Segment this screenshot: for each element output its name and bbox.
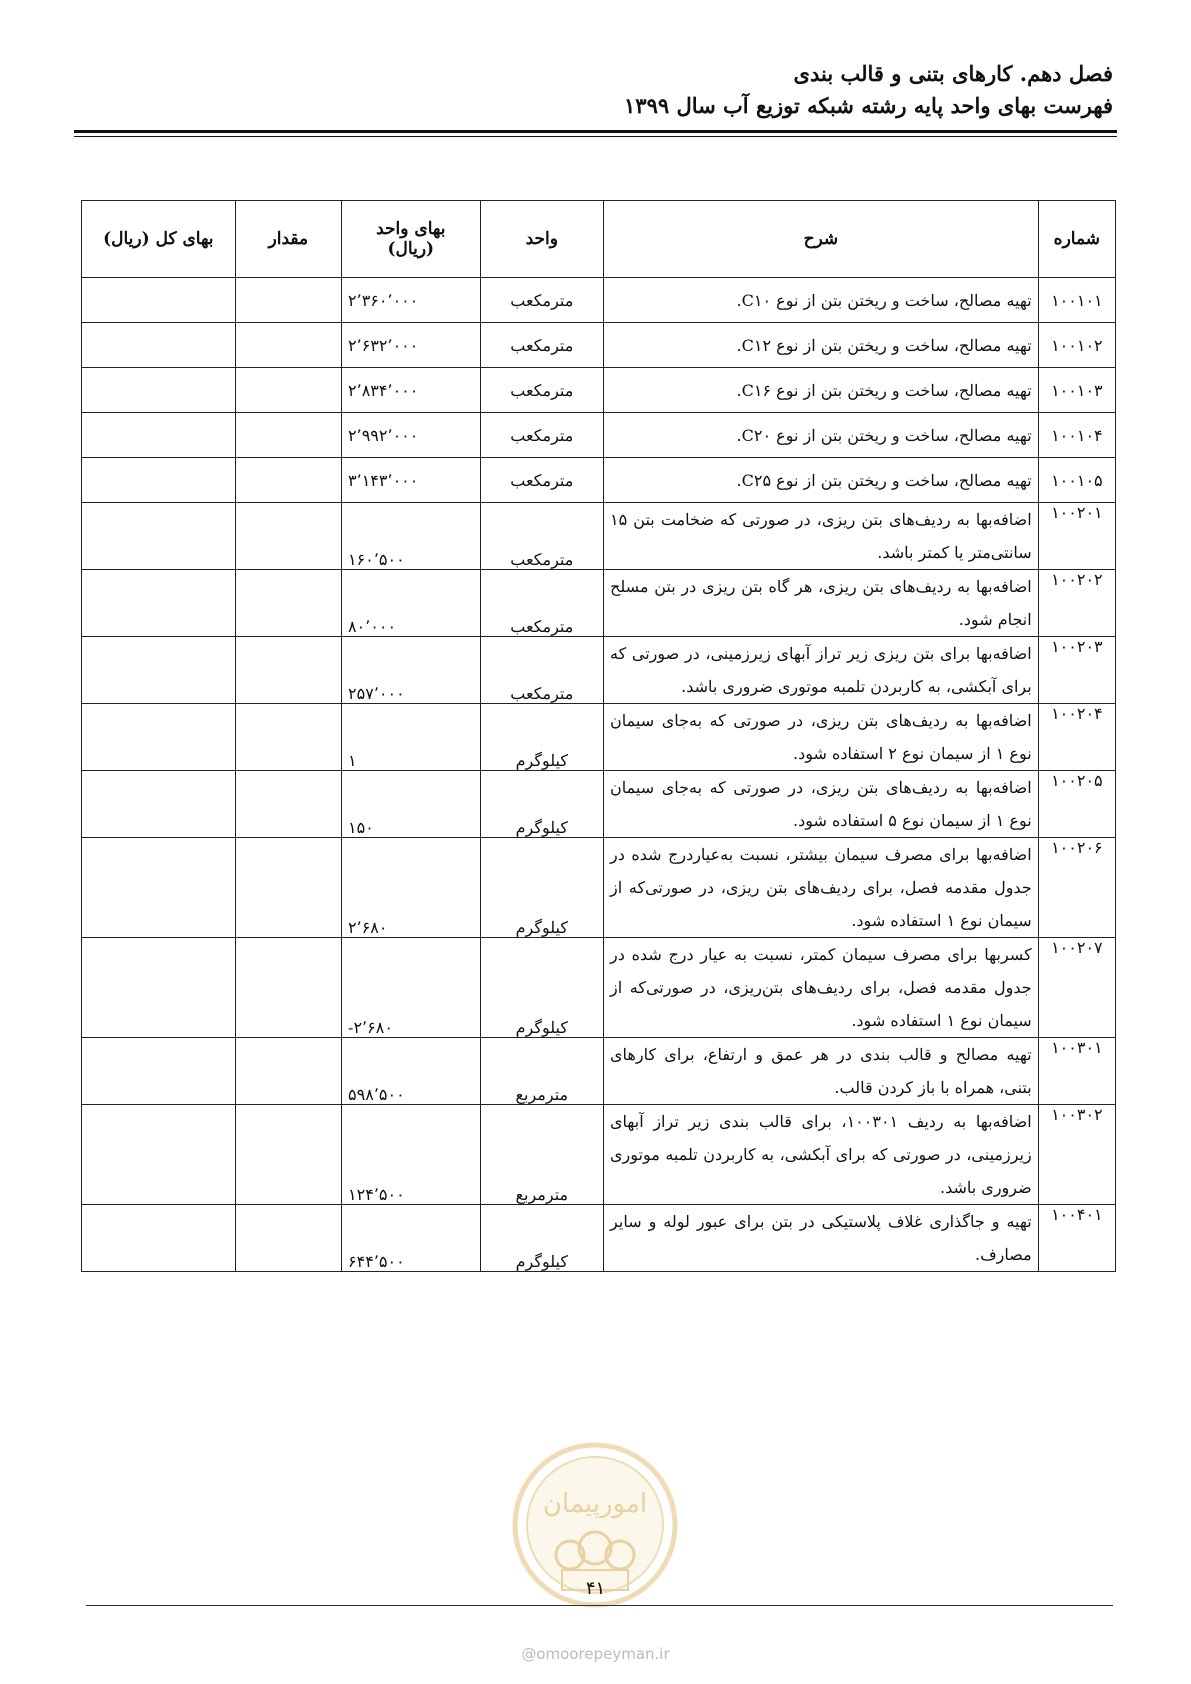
table-row [82,938,1116,1038]
row-total [82,1105,236,1205]
row-total [82,570,236,637]
row-unit-price: ۲٬۸۳۴٬۰۰۰ [342,368,481,413]
col-header-qty: مقدار [235,201,341,278]
row-quantity [235,1105,341,1205]
table-row [82,278,1116,323]
row-description: تهیه مصالح، ساخت و ریختن بتن از نوع C۱۰. [604,278,1039,323]
row-description: اضافه‌بها به ردیف‌های بتن ریزی، در صورتی که به‌جای سیمان نوع ۱ از سیمان نوع ۵ استفاده شود. [604,771,1039,838]
row-description: اضافه‌بها برای بتن ریزی زیر تراز آبهای زیرزمینی، در صورتی که برای آبکشی، به کاربردن تلمبه موتوری ضروری باشد. [604,637,1039,704]
page-number: ۴۱ [585,1578,606,1599]
row-unit: مترمکعب [480,458,603,503]
row-unit: مترمکعب [480,278,603,323]
row-total [82,704,236,771]
row-description: تهیه و جاگذاری غلاف پلاستیکی در بتن برای عبور لوله و سایر مصارف. [604,1205,1039,1272]
row-unit: مترمکعب [480,637,603,704]
row-code: ۱۰۰۱۰۲ [1038,323,1115,368]
row-total [82,1038,236,1105]
col-header-total: بهای کل (ریال) [82,201,236,278]
table-header-row [82,201,1116,278]
row-code: ۱۰۰۲۰۵ [1038,771,1115,838]
row-quantity [235,368,341,413]
row-code: ۱۰۰۲۰۲ [1038,570,1115,637]
row-description: اضافه‌بها به ردیف‌های بتن ریزی، در صورتی که ضخامت بتن ۱۵ سانتی‌متر یا کمتر باشد. [604,503,1039,570]
document-subtitle: فهرست بهای واحد پایه رشته شبکه توزیع آب سال ۱۳۹۹ [624,93,1113,118]
header-rule-thin [74,136,1117,137]
table-row [82,637,1116,704]
row-unit-price: ۲۵۷٬۰۰۰ [342,637,481,704]
row-description: تهیه مصالح، ساخت و ریختن بتن از نوع C۱۶. [604,368,1039,413]
row-code: ۱۰۰۲۰۶ [1038,838,1115,938]
col-header-desc: شرح [604,201,1039,278]
row-code: ۱۰۰۲۰۳ [1038,637,1115,704]
row-total [82,1205,236,1272]
row-quantity [235,278,341,323]
row-unit-price: ۱ [342,704,481,771]
row-unit: مترمکعب [480,570,603,637]
row-code: ۱۰۰۳۰۱ [1038,1038,1115,1105]
table-row [82,368,1116,413]
row-code: ۱۰۰۴۰۱ [1038,1205,1115,1272]
row-unit: مترمکعب [480,503,603,570]
row-total [82,368,236,413]
row-description: اضافه‌بها به ردیف ۱۰۰۳۰۱، برای قالب بندی زیر تراز آبهای زیرزمینی، در صورتی که برای آبکشی، به کاربردن تلمبه موتوری ضروری باشد. [604,1105,1039,1205]
row-quantity [235,838,341,938]
price-table [81,200,1116,1272]
row-quantity [235,771,341,838]
row-unit-price: ۲٬۳۶۰٬۰۰۰ [342,278,481,323]
header-rule [74,130,1117,133]
table-row [82,458,1116,503]
row-unit: کیلوگرم [480,771,603,838]
row-unit: کیلوگرم [480,938,603,1038]
row-unit-price: ۱۵۰ [342,771,481,838]
row-code: ۱۰۰۳۰۲ [1038,1105,1115,1205]
table-row [82,1205,1116,1272]
row-total [82,413,236,458]
table-row [82,1105,1116,1205]
row-quantity [235,1205,341,1272]
row-code: ۱۰۰۱۰۳ [1038,368,1115,413]
row-total [82,458,236,503]
row-unit-price: ۸۰٬۰۰۰ [342,570,481,637]
row-unit: کیلوگرم [480,838,603,938]
row-quantity [235,458,341,503]
row-code: ۱۰۰۲۰۴ [1038,704,1115,771]
row-code: ۱۰۰۲۰۱ [1038,503,1115,570]
row-quantity [235,413,341,458]
row-unit: مترمکعب [480,368,603,413]
row-description: تهیه مصالح، ساخت و ریختن بتن از نوع C۲۵. [604,458,1039,503]
row-total [82,838,236,938]
row-total [82,278,236,323]
row-description: اضافه‌بها به ردیف‌های بتن ریزی، هر گاه بتن ریزی در بتن مسلح انجام شود. [604,570,1039,637]
table-row [82,771,1116,838]
row-description: تهیه مصالح و قالب بندی در هر عمق و ارتفاع، برای کارهای بتنی، همراه با باز کردن قالب. [604,1038,1039,1105]
col-header-code: شماره [1038,201,1115,278]
col-header-unit-price [342,201,481,278]
row-code: ۱۰۰۱۰۴ [1038,413,1115,458]
table-row [82,503,1116,570]
row-quantity [235,637,341,704]
col-header-unit-price-currency: (ریال) [387,239,435,259]
row-unit-price: ۳٬۱۴۳٬۰۰۰ [342,458,481,503]
table-row [82,570,1116,637]
row-quantity [235,704,341,771]
row-unit: مترمکعب [480,413,603,458]
row-unit: مترمکعب [480,323,603,368]
row-unit-price: ۱۶۰٬۵۰۰ [342,503,481,570]
col-header-unit-price-label: بهای واحد [376,219,446,239]
row-unit: کیلوگرم [480,1205,603,1272]
table-row [82,704,1116,771]
page-header [78,58,1113,122]
row-unit: مترمربع [480,1105,603,1205]
table-row [82,413,1116,458]
row-description: تهیه مصالح، ساخت و ریختن بتن از نوع C۲۰. [604,413,1039,458]
row-total [82,771,236,838]
footer-rule [86,1605,1113,1606]
row-unit-price: -۲٬۶۸۰ [342,938,481,1038]
row-total [82,637,236,704]
row-quantity [235,1038,341,1105]
stamp-logo-text: امورپیمان [542,1489,648,1519]
row-quantity [235,503,341,570]
chapter-title: فصل دهم. کارهای بتنی و قالب بندی [793,61,1113,86]
watermark-text: @omoorepeyman.ir [521,1645,670,1663]
row-unit: کیلوگرم [480,704,603,771]
table-row [82,1038,1116,1105]
table-row [82,323,1116,368]
row-total [82,503,236,570]
row-unit-price: ۲٬۶۳۲٬۰۰۰ [342,323,481,368]
row-description: اضافه‌بها برای مصرف سیمان بیشتر، نسبت به‌عیاردرج شده در جدول مقدمه فصل، برای ردیف‌های بتن ریزی، در صورتی‌که از سیمان نوع ۱ استفاده شود. [604,838,1039,938]
row-unit: مترمربع [480,1038,603,1105]
row-quantity [235,570,341,637]
row-unit-price: ۵۹۸٬۵۰۰ [342,1038,481,1105]
row-unit-price: ۲٬۶۸۰ [342,838,481,938]
row-description: تهیه مصالح، ساخت و ریختن بتن از نوع C۱۲. [604,323,1039,368]
row-code: ۱۰۰۱۰۵ [1038,458,1115,503]
row-total [82,938,236,1038]
row-unit-price: ۲٬۹۹۲٬۰۰۰ [342,413,481,458]
table-row [82,838,1116,938]
row-quantity [235,938,341,1038]
col-header-unit: واحد [480,201,603,278]
row-total [82,323,236,368]
row-code: ۱۰۰۲۰۷ [1038,938,1115,1038]
row-unit-price: ۱۲۴٬۵۰۰ [342,1105,481,1205]
row-description: کسربها برای مصرف سیمان کمتر، نسبت به عیار درج شده در جدول مقدمه فصل، برای ردیف‌های بتن‌ریزی، در صورتی‌که از سیمان نوع ۱ استفاده شود. [604,938,1039,1038]
row-quantity [235,323,341,368]
row-description: اضافه‌بها به ردیف‌های بتن ریزی، در صورتی که به‌جای سیمان نوع ۱ از سیمان نوع ۲ استفاده شود. [604,704,1039,771]
row-code: ۱۰۰۱۰۱ [1038,278,1115,323]
row-unit-price: ۶۴۴٬۵۰۰ [342,1205,481,1272]
